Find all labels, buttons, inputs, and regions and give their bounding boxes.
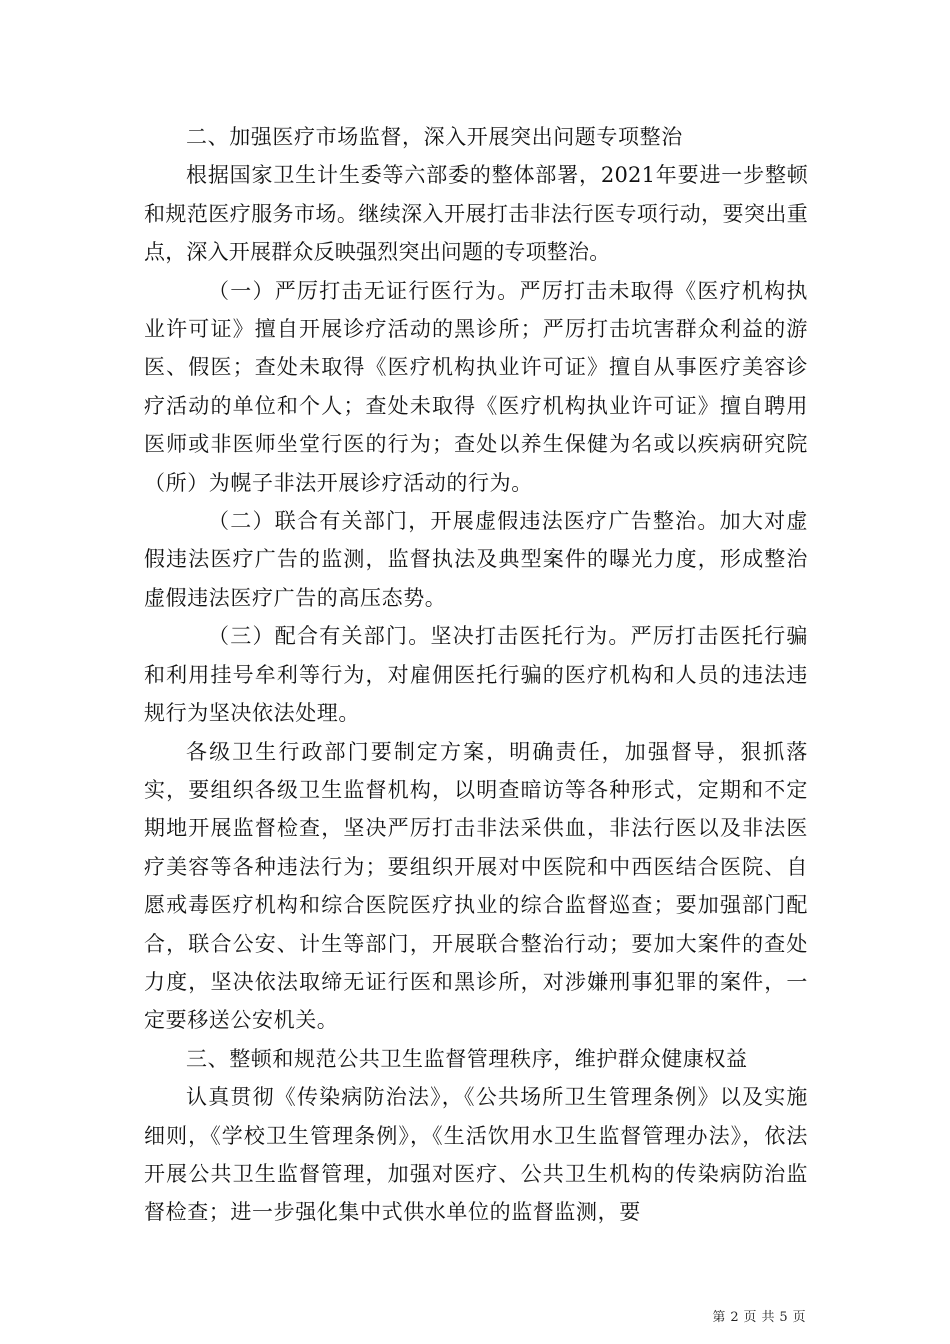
section-3-intro-paragraph: 认真贯彻《传染病防治法》，《公共场所卫生管理条例》以及实施细则，《学校卫生管理条例》，《生活饮用水卫生监督管理办法》，依法开展公共卫生监督管理，加强对医疗、公共卫生机构的传染病防治监督检查；进一步强化集中式供水单位的监督监测，要 xyxy=(144,1085,808,1225)
item-1-paragraph: （一）严厉打击无证行医行为。严厉打击未取得《医疗机构执业许可证》擅自开展诊疗活动的黑诊所；严厉打击坑害群众利益的游医、假医；查处未取得《医疗机构执业许可证》擅自从事医疗美容诊疗活动的单位和个人；查处未取得《医疗机构执业许可证》擅自聘用医师或非医师坐堂行医的行为；查处以养生保健为名或以疾病研究院（所）为幌子非法开展诊疗活动的行为。 xyxy=(144,278,808,495)
section-2-heading: 二、加强医疗市场监督，深入开展突出问题专项整治 xyxy=(186,125,683,149)
item-3-paragraph: （三）配合有关部门。坚决打击医托行为。严厉打击医托行骗和利用挂号牟利等行为，对雇佣医托行骗的医疗机构和人员的违法违规行为坚决依法处理。 xyxy=(144,624,808,726)
section-3-heading: 三、整顿和规范公共卫生监督管理秩序，维护群众健康权益 xyxy=(186,1046,748,1071)
summary-paragraph: 各级卫生行政部门要制定方案，明确责任，加强督导，狠抓落实，要组织各级卫生监督机构，以明查暗访等各种形式，定期和不定期地开展监督检查，坚决严厉打击非法采供血，非法行医以及非法医疗美容等各种违法行为；要组织开展对中医院和中西医结合医院、自愿戒毒医疗机构和综合医院医疗执业的综合监督巡查；要加强部门配合，联合公安、计生等部门，开展联合整治行动；要加大案件的查处力度，坚决依法取缔无证行医和黑诊所，对涉嫌刑事犯罪的案件，一定要移送公安机关。 xyxy=(144,739,808,1033)
item-2-paragraph: （二）联合有关部门，开展虚假违法医疗广告整治。加大对虚假违法医疗广告的监测，监督执法及典型案件的曝光力度，形成整治虚假违法医疗广告的高压态势。 xyxy=(144,509,808,610)
document-body xyxy=(144,118,808,1232)
section-2-intro-paragraph: 根据国家卫生计生委等六部委的整体部署，2021年要进一步整顿和规范医疗服务市场。继续深入开展打击非法行医专项行动，要突出重点，深入开展群众反映强烈突出问题的专项整治。 xyxy=(144,163,808,265)
page-number-footer: 第 2 页 共 5 页 xyxy=(712,1310,806,1325)
